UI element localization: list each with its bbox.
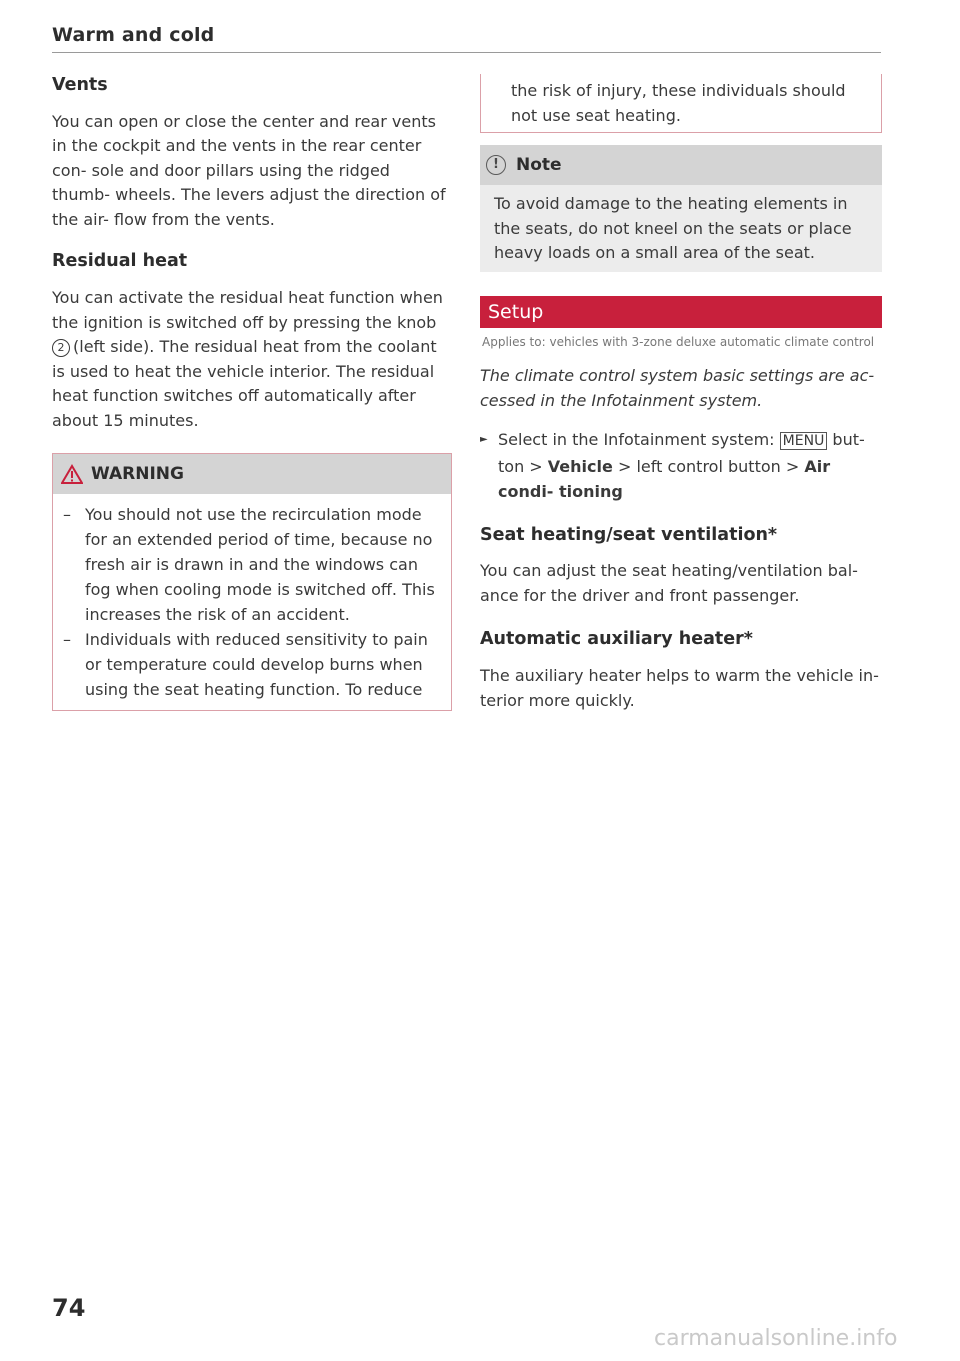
step-button-text: but- ton > — [498, 429, 865, 476]
step-prefix: Select in the Infotainment system: — [498, 429, 775, 449]
section-header: Warm and cold — [52, 24, 215, 46]
applies-to-text: Applies to: vehicles with 3-zone deluxe automatic climate control — [482, 334, 875, 349]
note-box — [480, 145, 882, 272]
warning-item — [63, 627, 441, 702]
setup-intro: The climate control system basic settings are ac- cessed in the Infotainment system. — [480, 365, 875, 410]
aux-heater-paragraph: The auxiliary heater helps to warm the vehicle in- terior more quickly. — [480, 666, 879, 710]
note-title: Note — [516, 155, 562, 175]
warning-title: WARNING — [91, 464, 184, 484]
setup-section-bar: Setup — [480, 296, 882, 328]
triangle-bullet-icon: ► — [480, 433, 488, 445]
warning-header — [53, 454, 451, 494]
residual-text-part1: You can activate the residual heat function when the ignition is switched off by pressing the knob — [52, 288, 443, 332]
warning-box — [52, 453, 452, 711]
note-text: To avoid damage to the heating elements in the seats, do not kneel on the seats or place heavy loads on a small area of the seat. — [494, 194, 852, 262]
aux-heater-heading: Automatic auxiliary heater* — [480, 629, 753, 650]
step-mid-text: > left control button > — [617, 456, 800, 476]
dash-bullet: – — [63, 505, 71, 524]
knob-number-icon: 2 — [52, 339, 70, 357]
warning-body — [53, 494, 451, 710]
left-column — [52, 74, 452, 711]
header-divider — [52, 52, 881, 53]
seat-heating-heading: Seat heating/seat ventilation* — [480, 524, 778, 545]
warning-item-text: You should not use the recirculation mode for an extended period of time, because no fresh air is drawn in and the windows can fog when cooling mode is switched off. This increases the risk of an accident. — [85, 505, 435, 624]
air-conditioning-label: Air condi- tioning — [498, 456, 831, 501]
warning-item-text: Individuals with reduced sensitivity to pain or temperature could develop burns when using the seat heating function. To reduce — [85, 630, 428, 699]
vehicle-label: Vehicle — [547, 456, 613, 476]
residual-heat-paragraph — [52, 286, 452, 433]
warning-continuation-box — [480, 74, 882, 133]
note-exclamation-icon: ! — [486, 155, 506, 175]
note-header — [480, 145, 882, 185]
warning-continuation-text: the risk of injury, these individuals should not use seat heating. — [511, 81, 846, 125]
menu-button-label: MENU — [780, 432, 828, 450]
setup-step — [480, 427, 882, 504]
dash-bullet: – — [63, 630, 71, 649]
vents-paragraph: You can open or close the center and rear vents in the cockpit and the vents in the rear center con- sole and door pillars using the ridged thumb- wheels. The levers adjust the direction of the air- flow from the vents. — [52, 111, 446, 229]
watermark: carmanualsonline.info — [654, 1326, 898, 1351]
page-number: 74 — [52, 1294, 86, 1322]
right-column — [480, 77, 882, 727]
warning-triangle-icon — [61, 464, 83, 484]
warning-item — [63, 502, 441, 627]
seat-heating-paragraph: You can adjust the seat heating/ventilation bal- ance for the driver and front passenger. — [480, 561, 858, 605]
residual-heat-heading: Residual heat — [52, 251, 188, 272]
vents-heading: Vents — [52, 75, 108, 95]
residual-text-part2: (left side). The residual heat from the coolant is used to heat the vehicle interior. The residual heat function switches off automatically after about 15 minutes. — [52, 337, 437, 430]
